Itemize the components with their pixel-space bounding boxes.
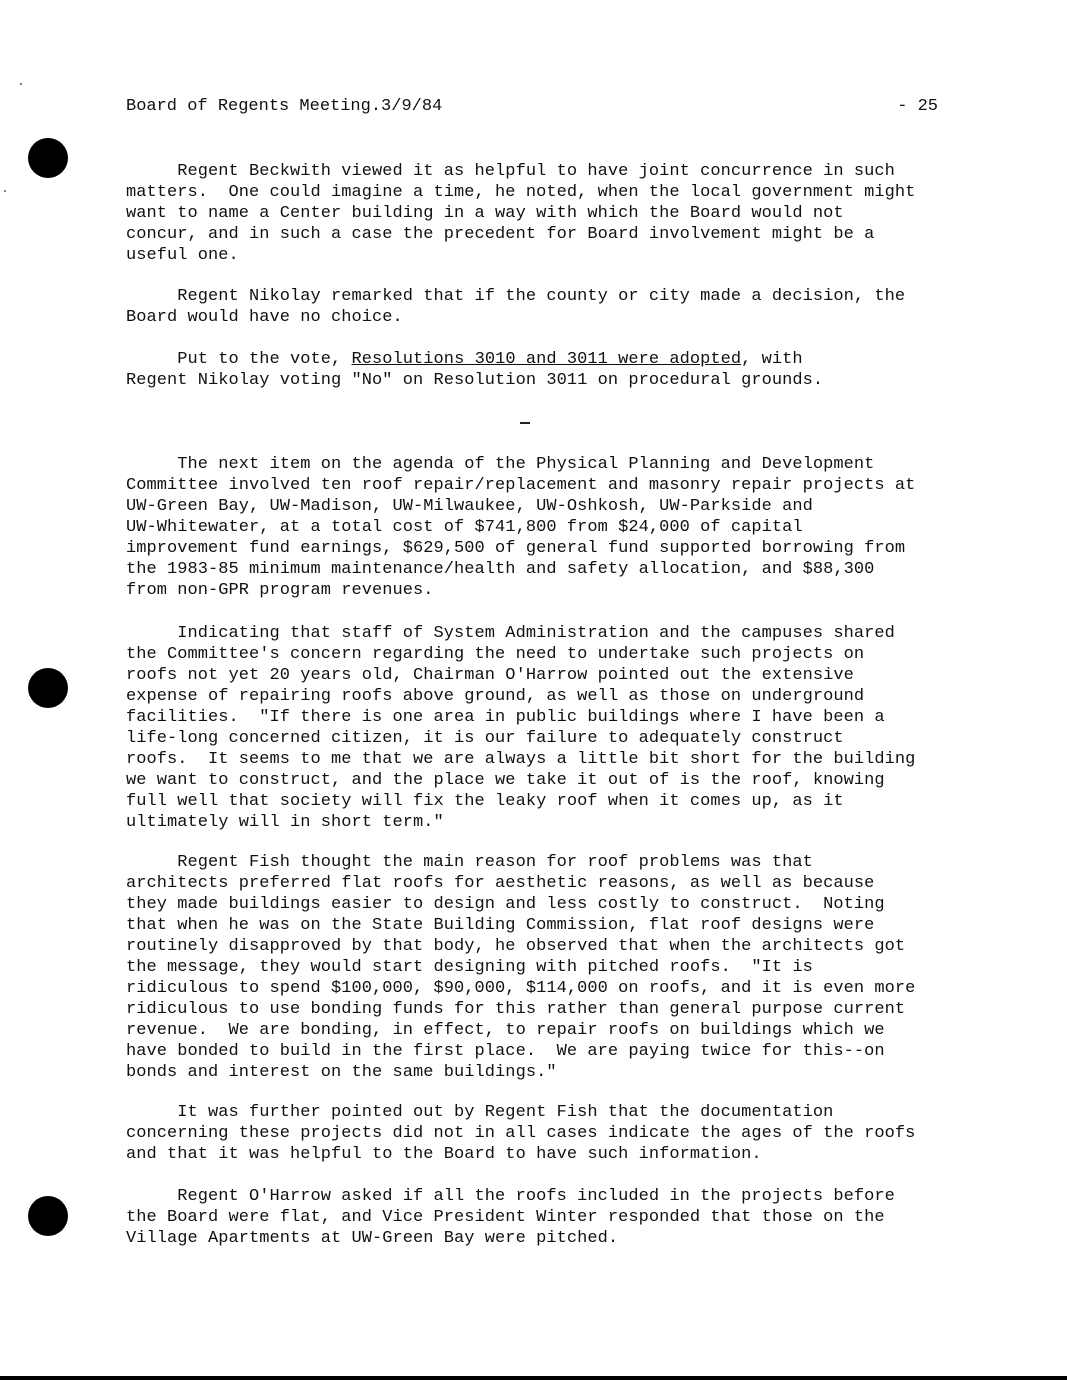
paragraph-fish-documentation: It was further pointed out by Regent Fish that the documentation concerning these projects did not in all cases indicate the ages of the roofs and that it was helpful to the Board to have such information. xyxy=(126,1103,916,1164)
punch-hole-bottom xyxy=(28,1196,68,1236)
vote-text-lead: Put to the vote, xyxy=(126,350,352,369)
scan-speck xyxy=(20,83,22,85)
paragraph-vote xyxy=(126,349,823,391)
paragraph-oharrow-question: Regent O'Harrow asked if all the roofs included in the projects before the Board were flat, and Vice President Winter responded that those on the Village Apartments at UW-Green Bay were pitched. xyxy=(126,1187,895,1248)
paragraph-beckwith: Regent Beckwith viewed it as helpful to have joint concurrence in such matters. One could imagine a time, he noted, when the local government might want to name a Center building in a way with which the Board would not concur, and in such a case the precedent for Board involvement might be a useful one. xyxy=(126,162,916,265)
paragraph-fish-flat-roofs: Regent Fish thought the main reason for roof problems was that architects preferred flat roofs for aesthetic reasons, as well as because they made buildings easier to design and less costly to construct. Noting that when he was on the State Building Commission, flat roof designs were routinely disapproved by that body, he observed that when the architects got the message, they would start designing with pitched roofs. "It is ridiculous to spend $100,000, $90,000, $114,000 on roofs, and it is even more ridiculous to use bonding funds for this rather than general purpose current revenue. We are bonding, in effect, to repair roofs on buildings which we have bonded to build in the first place. We are paying twice for this--on bonds and interest on the same buildings." xyxy=(126,853,916,1082)
section-separator xyxy=(520,422,530,424)
vote-resolution-underlined: Resolutions 3010 and 3011 were adopted xyxy=(351,350,742,369)
header-title: Board of Regents Meeting.3/9/84 xyxy=(126,97,443,116)
paragraph-oharrow-roofs: Indicating that staff of System Administration and the campuses shared the Committee's concern regarding the need to undertake such projects on roofs not yet 20 years old, Chairman O'Harrow pointed out the extensive expense of repairing roofs above ground, as well as those on underground facilities. "If there is one area in public buildings where I have been a life-long concerned citizen, it is our failure to adequately construct roofs. It seems to me that we are always a little bit short for the building we want to construct, and the place we take it out of is the roof, knowing full well that society will fix the leaky roof when it comes up, as it ultimately will in short term." xyxy=(126,624,916,832)
paragraph-nikolay: Regent Nikolay remarked that if the county or city made a decision, the Board would have no choice. xyxy=(126,287,906,327)
scan-speck xyxy=(4,190,6,192)
punch-hole-top xyxy=(28,138,68,178)
page-header xyxy=(126,95,938,119)
paragraph-roof-projects: The next item on the agenda of the Physical Planning and Development Committee involved ten roof repair/replacement and masonry repair projects at UW-Green Bay, UW-Madison, UW-Milwaukee, UW-Oshkosh, UW-Parkside and UW-Whitewater, at a total cost of $741,800 from $24,000 of capital improvement fund earnings, $629,500 of general fund supported borrowing from the 1983-85 minimum maintenance/health and safety allocation, and $88,300 from non-GPR program revenues. xyxy=(126,455,916,600)
vote-text-tail: , with Regent Nikolay voting "No" on Resolution 3011 on procedural grounds. xyxy=(126,350,824,390)
page-number: - 25 xyxy=(897,97,938,116)
punch-hole-middle xyxy=(28,668,68,708)
bottom-edge xyxy=(0,1376,1067,1380)
